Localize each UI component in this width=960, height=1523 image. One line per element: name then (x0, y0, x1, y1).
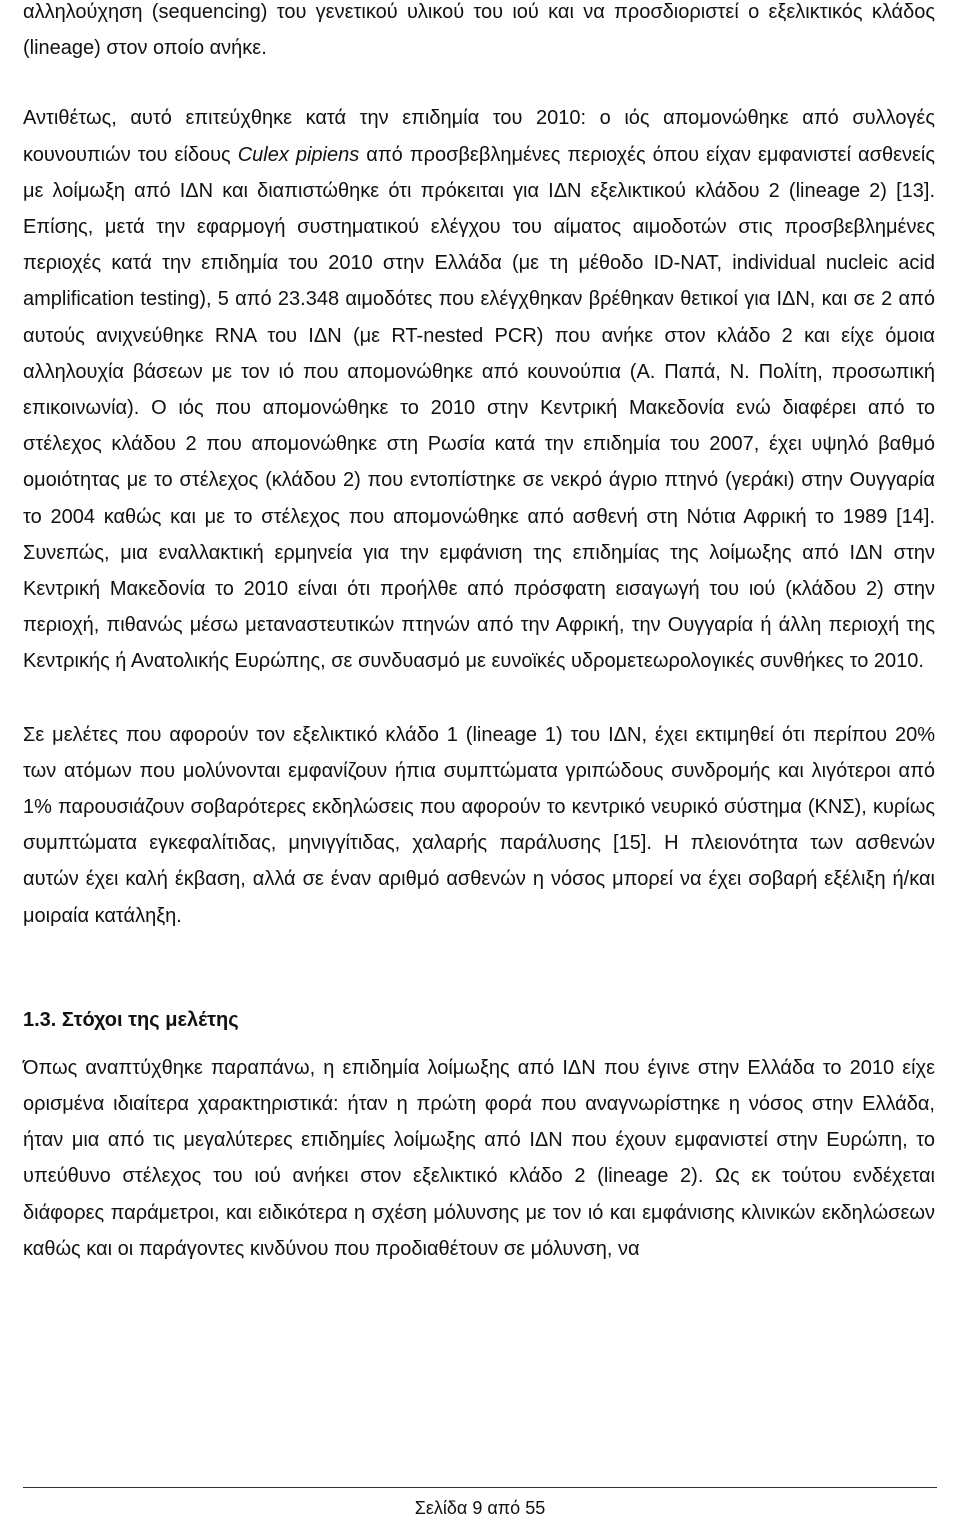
lead-paragraph: αλληλούχηση (sequencing) του γενετικού υλικού του ιού και να προσδιοριστεί ο εξελικτικός κλάδος (lineage) στον οποίο ανήκε. (23, 1, 935, 60)
paragraph-1-text-b: από προσβεβλημένες περιοχές όπου είχαν εμφανιστεί ασθενείς με λοίμωξη από ΙΔΝ και διαπιστώθηκε ότι πρόκειται για ΙΔΝ εξελικτικού κλάδου 2 (lineage 2) [13]. Επίσης, μετά την εφαρμογή συστηματικού ελέγχου του αίματος αιμοδοτών στις προσβεβλημένες περιοχές κατά την επιδημία του 2010 στην Ελλάδα (με τη μέθοδο ID-NAT, individual nucleic acid amplification testing), 5 από 23.348 αιμοδότες που ελέγχθηκαν βρέθηκαν θετικοί για ΙΔΝ, και σε 2 από αυτούς ανιχνεύθηκε RNA του ΙΔΝ (με RT-nested PCR) που ανήκε στον κλάδο 2 και είχε όμοια αλληλουχία βάσεων με τον ιό που απομονώθηκε από κουνούπια (Α. Παπά, Ν. Πολίτη, προσωπική επικοινωνία). Ο ιός που απομονώθηκε το 2010 στην Κεντρική Μακεδονία ενώ διαφέρει από το στέλεχος κλάδου 2 που απομονώθηκε στη Ρωσία κατά την επιδημία του 2007, έχει υψηλό βαθμό ομοιότητας με το στέλεχος (κλάδου 2) που εντοπίστηκε σε νεκρό άγριο πτηνό (γεράκι) στην Ουγγαρία το 2004 καθώς και με το στέλεχος που απομονώθηκε από ασθενή στη Νότια Αφρική το 1989 [14]. Συνεπώς, μια εναλλακτική ερμηνεία για την εμφάνιση της επιδημίας της λοίμωξης από ΙΔΝ στην Κεντρική Μακεδονία το 2010 είναι ότι προήλθε από πρόσφατη εισαγωγή του ιού (κλάδου 2) στην περιοχή, πιθανώς μέσω μεταναστευτικών πτηνών από την Αφρική, την Ουγγαρία ή άλλη περιοχή της Κεντρικής ή Ανατολικής Ευρώπης, σε συνδυασμό με ευνοϊκές υδρομετεωρολογικές συνθήκες το 2010. (23, 143, 936, 673)
document-page (23, 0, 935, 1267)
section-heading: 1.3. Στόχοι της μελέτης (23, 1008, 239, 1031)
species-name: Culex pipiens (237, 143, 360, 166)
paragraph-2: Σε μελέτες που αφορούν τον εξελικτικό κλάδο 1 (lineage 1) του ΙΔΝ, έχει εκτιμηθεί ότι περίπου 20% των ατόμων που μολύνονται εμφανίζουν ήπια συμπτώματα γριπώδους συνδρομής και λιγότεροι από 1% παρουσιάζουν σοβαρότερες εκδηλώσεις που αφορούν το κεντρικό νευρικό σύστημα (ΚΝΣ), κυρίως συμπτώματα εγκεφαλίτιδας, μηνιγγίτιδας, χαλαρής παράλυσης [15]. Η πλειονότητα των ασθενών αυτών έχει καλή έκβαση, αλλά σε έναν αριθμό ασθενών η νόσος μπορεί να έχει σοβαρή εξέλιξη ή/και μοιραία κατάληξη. (23, 723, 935, 927)
paragraph-1 (23, 100, 935, 679)
paragraph-3: Όπως αναπτύχθηκε παραπάνω, η επιδημία λοίμωξης από ΙΔΝ που έγινε στην Ελλάδα το 2010 είχε ορισμένα ιδιαίτερα χαρακτηριστικά: ήταν η πρώτη φορά που αναγνωρίστηκε η νόσος στην Ελλάδα, ήταν μια από τις μεγαλύτερες επιδημίες λοίμωξης από ΙΔΝ που έχουν εμφανιστεί στην Ευρώπη, το υπεύθυνο στέλεχος του ιού ανήκει στον εξελικτικό κλάδο 2 (lineage 2). Ως εκ τούτου ενδέχεται διάφορες παράμετροι, και ειδικότερα η σχέση μόλυνσης με τον ιό και εμφάνισης κλινικών εκδηλώσεων καθώς και οι παράγοντες κινδύνου που προδιαθέτουν σε μόλυνση, να (23, 1056, 935, 1260)
page-number-footer: Σελίδα 9 από 55 (414, 1498, 546, 1518)
paragraph-1-text-a: Αντιθέτως, αυτό επιτεύχθηκε κατά την επιδημία του 2010: ο ιός απομονώθηκε από συλλογές κουνουπιών του είδους (23, 107, 935, 166)
footer-divider (23, 1487, 937, 1488)
